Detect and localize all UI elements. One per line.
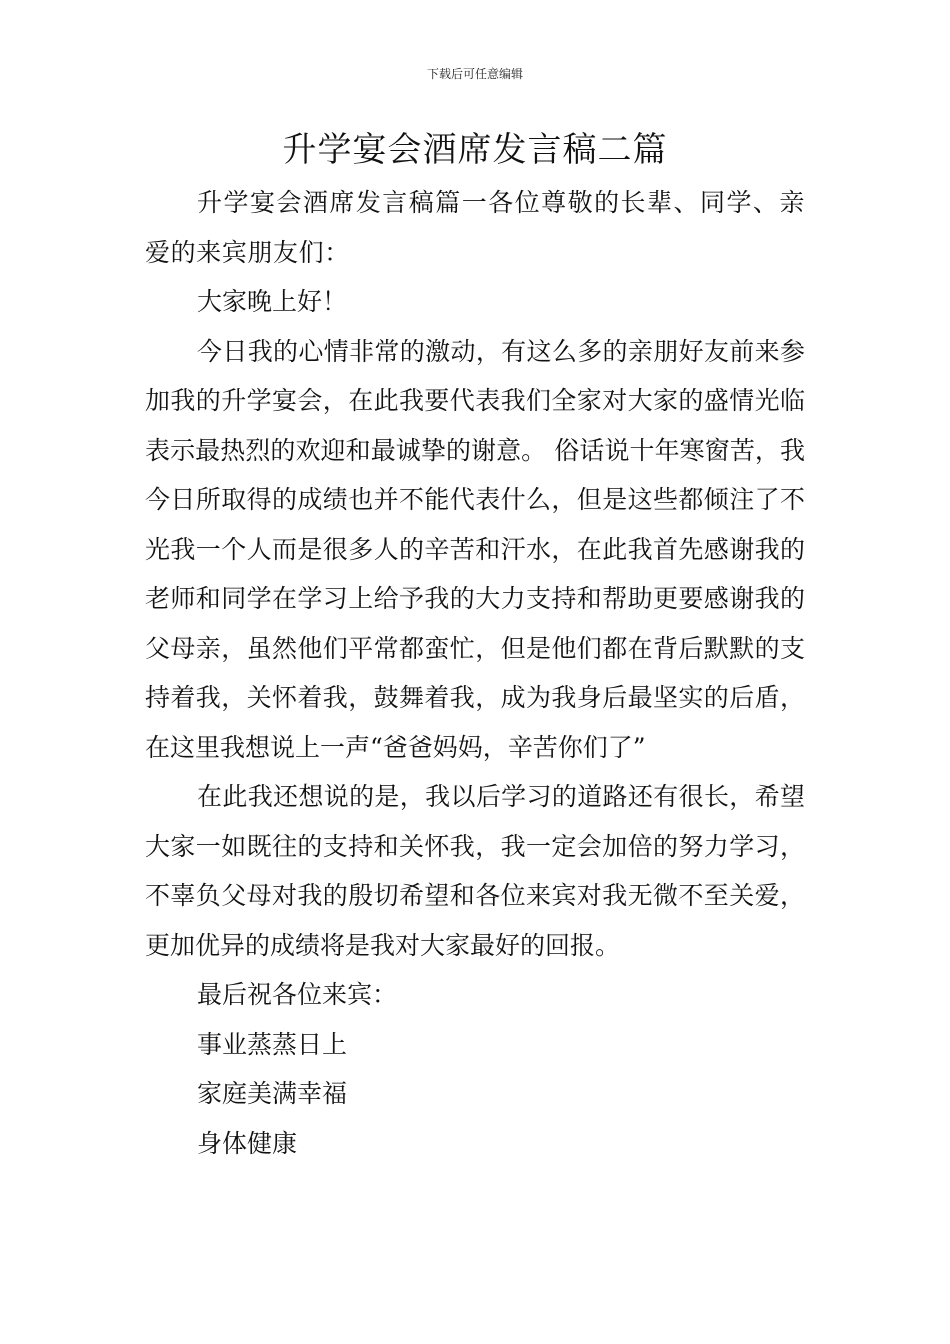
- document-body: [145, 178, 805, 1168]
- paragraph-thanks: 今日我的心情非常的激动，有这么多的亲朋好友前来参加我的升学宴会，在此我要代表我们全家对大家的盛情光临表示最热烈的欢迎和最诚挚的谢意。 俗话说十年寒窗苦，我今日所取得的成绩也并不能代表什么，但是这些都倾注了不光我一个人而是很多人的辛苦和汗水，在此我首先感谢我的老师和同学在学习上给予我的大力支持和帮助更要感谢我的父母亲，虽然他们平常都蛮忙，但是他们都在背后默默的支持着我，关怀着我，鼓舞着我，成为我身后最坚实的后盾，在这里我想说上一声“爸爸妈妈，辛苦你们了”: [145, 336, 805, 762]
- paragraph-future: 在此我还想说的是，我以后学习的道路还有很长，希望大家一如既往的支持和关怀我，我一定会加倍的努力学习，不辜负父母对我的殷切希望和各位来宾对我无微不至关爱，更加优异的成绩将是我对大家最好的回报。: [145, 782, 805, 960]
- document-title: 升学宴会酒席发言稿二篇: [282, 130, 668, 170]
- paragraph-wishes-intro: 最后祝各位来宾：: [197, 980, 398, 1009]
- paragraph-greeting: 大家晚上好！: [197, 287, 348, 316]
- header-note: 下载后可任意编辑: [426, 67, 523, 81]
- wish-family: 家庭美满幸福: [197, 1079, 348, 1108]
- wish-career: 事业蒸蒸日上: [197, 1029, 348, 1059]
- paragraph-opening: 升学宴会酒席发言稿篇一各位尊敬的长辈、同学、亲爱的来宾朋友们：: [145, 188, 805, 267]
- wish-health: 身体健康: [197, 1128, 298, 1158]
